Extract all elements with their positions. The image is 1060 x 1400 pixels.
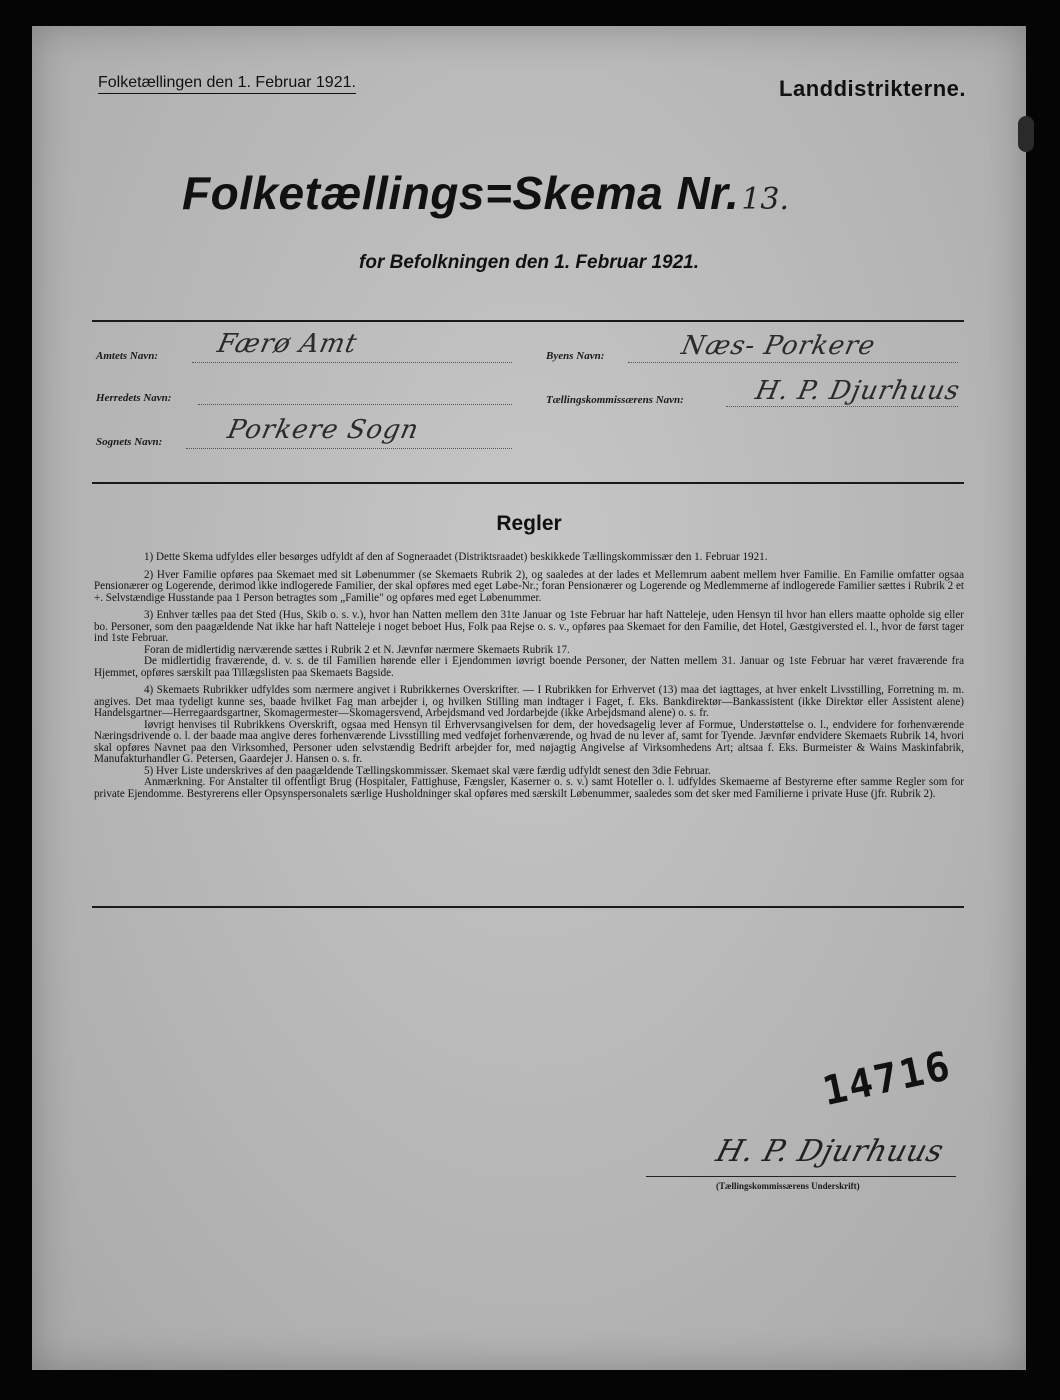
binder-clip-mark <box>1018 116 1034 152</box>
fields-divider <box>92 482 964 484</box>
rules-divider <box>92 906 964 908</box>
rules-heading: Regler <box>496 512 562 535</box>
amt-label: Amtets Navn: <box>96 350 159 362</box>
form-title-text: Folketællings=Skema Nr. <box>182 167 740 219</box>
by-line <box>628 362 958 363</box>
rule-paragraph: 2) Hver Familie opføres paa Skemaet med sit Løbenummer (se Skemaets Rubrik 2), og saaledes at der lades et Mellemrum aabent mellem hver Familie. En Familie omfatter ogsaa Pensionærer og Logerende, derimod ikke indlogerede Familier, der skal opføres med eget Løbe-Nr.; foran Pensionærer og Logerende og Medlemmerne af indlogerede Familier sættes i Rubrik 2 et +. Selvstændige Husstande paa 1 Person betragtes som „Familie" og opføres med eget Løbenummer. <box>94 568 964 604</box>
amt-value: Færø Amt <box>214 329 361 359</box>
by-label: Byens Navn: <box>546 350 605 362</box>
sogn-value: Porkere Sogn <box>224 415 422 445</box>
herred-label: Herredets Navn: <box>96 392 172 404</box>
sogn-label: Sognets Navn: <box>96 436 163 448</box>
form-title <box>182 166 902 220</box>
rule-paragraph: 1) Dette Skema udfyldes eller besørges udfyldt af den af Sogneraadet (Distriktsraadet) beskikkede Tællingskommissær den 1. Februar 1921. <box>144 551 768 563</box>
signature-line <box>646 1176 956 1177</box>
census-form-sheet <box>32 26 1026 1370</box>
archive-number: 14716 <box>818 1042 956 1116</box>
amt-line <box>192 362 512 363</box>
rule-paragraph: Anmærkning. For Anstalter til offentligt Brug (Hospitaler, Fattighuse, Fængsler, Kaserner o. s. v.) samt Hoteller o. l. udfyldes Skemaerne af Bestyrerne efter samme Regler som for private Ejendomme. Bestyrerens eller Opsynspersonalets særlige Husholdninger skal opføres med særskilt Løbenummer, saaledes som det sker med Familierne i private Huse (jfr. Rubrik 2). <box>94 776 964 800</box>
rule-paragraph: 4) Skemaets Rubrikker udfyldes som nærmere angivet i Rubrikkernes Overskrifter. — I Rubrikken for Erhvervet (13) maa det iagttages, at hver enkelt Livsstilling, Forretning m. m. angives. Det maa tydeligt kunne ses, baade hvilket Fag man arbejder i, og hvilken Stilling man indtager i Faget, f. Eks. Bankdirektør—Bankassistent (ikke Direktør eller Assistent alene) Handelsgartner—Herregaardsgartner, Skomagermester—Skomagersvend, Arbejdsmand ved Jordarbejde (ikke Arbejdsmand alene) o. s. fr. <box>94 684 964 719</box>
form-subtitle: for Befolkningen den 1. Februar 1921. <box>359 252 699 273</box>
by-value: Næs- Porkere <box>678 331 879 361</box>
sogn-line <box>186 448 512 449</box>
form-number-handwritten: 13. <box>741 182 790 217</box>
rule-paragraph: Foran de midlertidig nærværende sættes i Rubrik 2 et N. Jævnfør nærmere Skemaets Rubrik 17. <box>144 643 570 656</box>
signature-caption: (Tællingskommissærens Underskrift) <box>716 1181 860 1191</box>
kommissaer-label: Tællingskommissærens Navn: <box>546 394 684 406</box>
rules-text <box>94 552 964 800</box>
herred-line <box>198 404 512 405</box>
kommissaer-line <box>726 406 958 407</box>
kommissaer-value: H. P. Djurhuus <box>752 376 963 406</box>
rule-paragraph: 3) Enhver tælles paa det Sted (Hus, Skib o. s. v.), hvor han Natten mellem den 31te Januar og 1ste Februar har haft Natteleje, uden Hensyn til hvor han ellers maatte opholde sig eller bo. Personer, som den paagældende Nat ikke har haft Natteleje i noget beboet Hus, Folk paa Rejse o. s. v., opføres paa Skemaet for den Familie, det Hotel, Gæstgiversted el. l., hvor de først tager ind 1ste Februar. <box>94 609 964 644</box>
top-divider <box>92 320 964 322</box>
rule-paragraph: Iøvrigt henvises til Rubrikkens Overskrift, ogsaa med Hensyn til Erhvervsangivelsen for dem, der hovedsagelig lever af Formue, Understøttelse o. l., endvidere for forhenværende Næringsdrivende o. l. der baade maa angive deres forhenværende Livsstilling med vedføjet forhenværende, og hvad de nu lever af, samt for Tyende. Jævnfør endvidere Skemaets Rubrik 14, hvori skal opføres Navnet paa den Virksomhed, Personer uden selvstændig Bedrift arbejder for, med nøjagtig Angivelse af Virksomhedens Art; altsaa f. Eks. Burmeister & Wains Maskinfabrik, Manufakturhandler G. Petersen, Gaardejer J. Hansen o. s. fr. <box>94 718 964 765</box>
district-type-header: Landdistrikterne. <box>779 76 966 101</box>
rule-paragraph: 5) Hver Liste underskrives af den paagældende Tællingskommissær. Skemaet skal være færdig udfyldt senest den 3die Februar. <box>144 764 711 777</box>
rule-paragraph: De midlertidig fraværende, d. v. s. de til Familien hørende eller i Ejendommen iøvrigt boende Personer, der Natten mellem 31. Januar og 1ste Februar har været fraværende fra Hjemmet, opføres særskilt paa Tillægslisten paa Skemaets Bagside. <box>94 655 964 679</box>
census-date-header: Folketællingen den 1. Februar 1921. <box>98 74 356 94</box>
commissioner-signature: H. P. Djurhuus <box>712 1134 948 1169</box>
